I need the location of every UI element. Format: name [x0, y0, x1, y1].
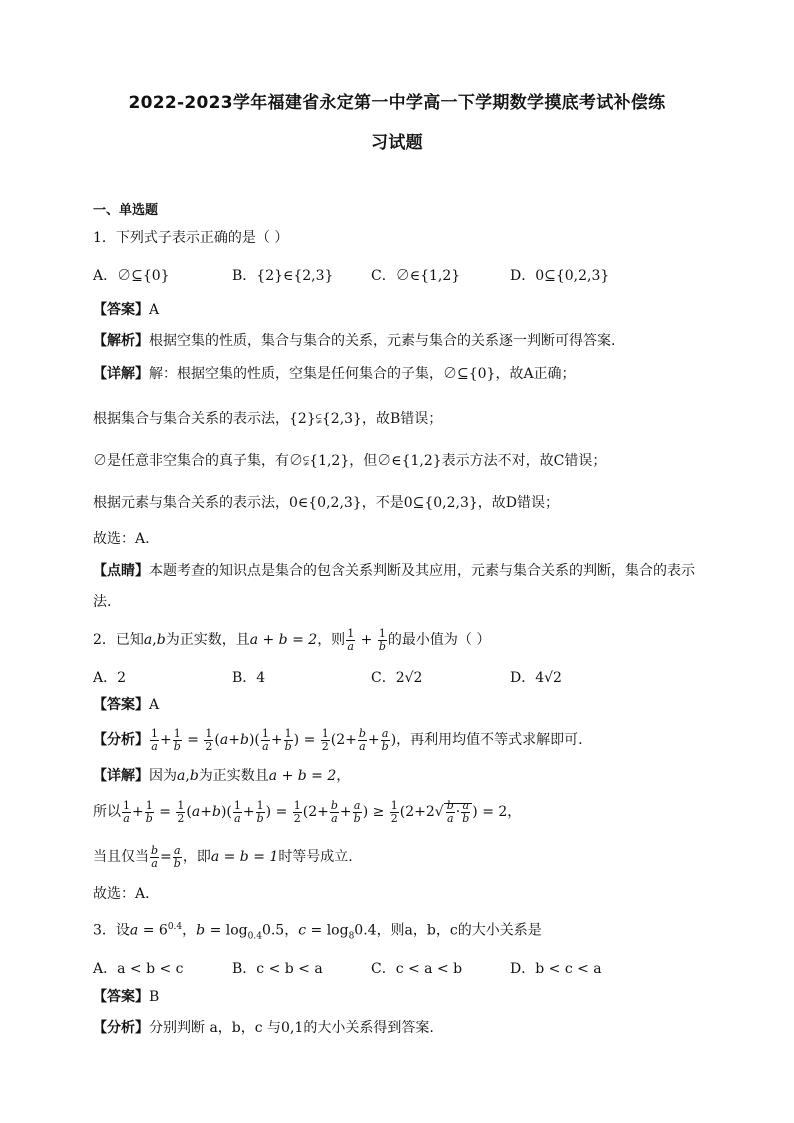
q2-analysis: 【分析】 $\frac{1}{a}$ + $\frac{1}{b}$ = $\frac{1}{2}$ (a+b)( $\frac{1}{a}$ + $\frac{1}{b}$ ) = $\frac{1}{2}$ (2+ $\frac{b}{a}$ + $\frac{a}{b}$ )，再利用均值不等式求解即可.	[93, 727, 583, 753]
q2-answer	[93, 697, 159, 714]
q2-eq-condition: a = b = 1	[210, 849, 279, 866]
q2-eq-mid: ，即	[182, 849, 211, 866]
q3-stem-post: ，则a，b，c的大小关系是	[376, 922, 542, 939]
q2-equality: 当且仅当 $\frac{b}{a}$ = $\frac{a}{b}$ ，即a = b = 1时等号成立.	[93, 844, 353, 870]
q1-comment	[93, 563, 695, 580]
q1-detail-text-3: ∅是任意非空集合的真子集，有∅⫋{1,2}，但∅∈{1,2}表示方法不对，故C错误；	[93, 453, 607, 469]
q2-stem-pre: 2．已知	[93, 632, 144, 649]
q2-analysis-tail: ，再利用均值不等式求解即可.	[396, 732, 583, 749]
detail-label: 【详解】	[93, 768, 149, 784]
q3-analysis	[93, 1020, 434, 1037]
q1-analysis-text: 根据空集的性质，集合与集合的关系，元素与集合的关系逐一判断可得答案.	[149, 333, 616, 349]
q3-option-b: B．c < b < a	[232, 961, 323, 977]
q2-stem: 2．已知a,b为正实数，且a + b = 2，则 $\frac{1}{a}$ + $\frac{1}{b}$ 的最小值为（ ）	[93, 627, 491, 653]
detail-label: 【详解】	[93, 366, 149, 382]
q1-choose: 故选：A.	[93, 531, 150, 547]
q3-answer	[93, 989, 159, 1006]
q2-derivation: 所以 $\frac{1}{a}$ + $\frac{1}{b}$ = $\frac{1}{2}$ (a+b)( $\frac{1}{a}$ + $\frac{1}{b}$ ) = $\frac{1}{2}$ (2+ $\frac{b}{a}$ + $\frac{a}{b}$ ) ≥ $\frac{1}{2}$ (2+2√ $\frac{b}{a}$ · $\frac{a}{b}$ ) = 2，	[93, 799, 522, 825]
q3-option-c: C．c < a < b	[371, 961, 463, 977]
q1-answer	[93, 302, 159, 319]
answer-label: 【答案】	[93, 697, 149, 713]
q2-detail-condition: a + b = 2	[268, 768, 337, 784]
answer-label: 【答案】	[93, 302, 149, 318]
q1-detail-text-1: 解：根据空集的性质，空集是任何集合的子集，∅⊆{0}，故A正确；	[149, 366, 576, 382]
q1-comment-text-1: 本题考查的知识点是集合的包含关系判断及其应用，元素与集合关系的判断，集合的表示	[149, 563, 695, 579]
q2-eq-pre: 当且仅当	[93, 849, 149, 866]
analysis-label: 【分析】	[93, 1020, 149, 1036]
section-heading: 一、单选题	[93, 203, 159, 218]
q1-detail	[93, 366, 576, 383]
q1-option-a: A．∅⊆{0}	[93, 268, 170, 284]
comment-label: 【点睛】	[93, 563, 149, 579]
q1-detail-text-2: 根据集合与集合关系的表示法，{2}⫋{2,3}，故B错误；	[93, 411, 443, 427]
q2-stem-then: ，则	[317, 632, 346, 649]
q3-option-a: A．a < b < c	[93, 961, 184, 977]
q2-option-d: D．4√2	[510, 670, 562, 686]
q1-option-b: B．{2}∈{2,3}	[232, 268, 334, 284]
q3-answer-value: B	[149, 989, 160, 1005]
q2-detail-mid: 为正实数且	[198, 768, 269, 784]
q3-analysis-text: 分别判断 a，b，c 与0,1的大小关系得到答案.	[149, 1020, 434, 1036]
q2-detail-end: ，	[336, 768, 351, 784]
q1-comment-text-2: 法.	[93, 594, 112, 610]
q3-stem-pre: 3．设	[93, 922, 130, 939]
q2-eq-post: 时等号成立.	[278, 849, 353, 866]
q2-option-c: C．2√2	[371, 670, 423, 686]
q2-option-a: A．2	[93, 670, 127, 686]
q3-stem: 3．设$a = 6^{0.4}$，$b = \log_{0.4}0.5$，$c = \log_80.4$，则a，b，c的大小关系是	[93, 922, 542, 942]
q1-option-c: C．∅∈{1,2}	[371, 268, 461, 284]
q1-detail-text-4: 根据元素与集合关系的表示法，0∈{0,2,3}，不是0⊆{0,2,3}，故D错误；	[93, 495, 560, 511]
q2-option-b: B．4	[232, 670, 266, 686]
q2-choose: 故选：A．	[93, 886, 160, 902]
q1-stem: 1．下列式子表示正确的是（ ）	[93, 230, 289, 246]
analysis-label: 【分析】	[93, 732, 149, 749]
q1-answer-value: A	[149, 302, 160, 318]
analysis-label: 【解析】	[93, 333, 149, 349]
q2-answer-value: A	[149, 697, 160, 713]
q2-stem-post: 的最小值为（ ）	[387, 632, 491, 649]
q2-condition: a + b = 2	[249, 632, 318, 649]
q2-detail-pre: 因为	[149, 768, 177, 784]
q2-detail: 【详解】因为a,b为正实数且a + b = 2，	[93, 768, 351, 784]
q3-option-d: D．b < c < a	[510, 961, 602, 977]
q2-stem-mid: 为正实数，且	[165, 632, 250, 649]
document-title-line1: 2022-2023学年福建省永定第一中学高一下学期数学摸底考试补偿练	[128, 93, 666, 113]
document-title-line2: 习试题	[371, 133, 423, 153]
q2-result: = 2，	[482, 804, 522, 821]
q2-so: 所以	[93, 804, 121, 821]
q1-option-d: D．0⊆{0,2,3}	[510, 268, 610, 284]
q1-analysis	[93, 333, 615, 350]
answer-label: 【答案】	[93, 989, 149, 1005]
